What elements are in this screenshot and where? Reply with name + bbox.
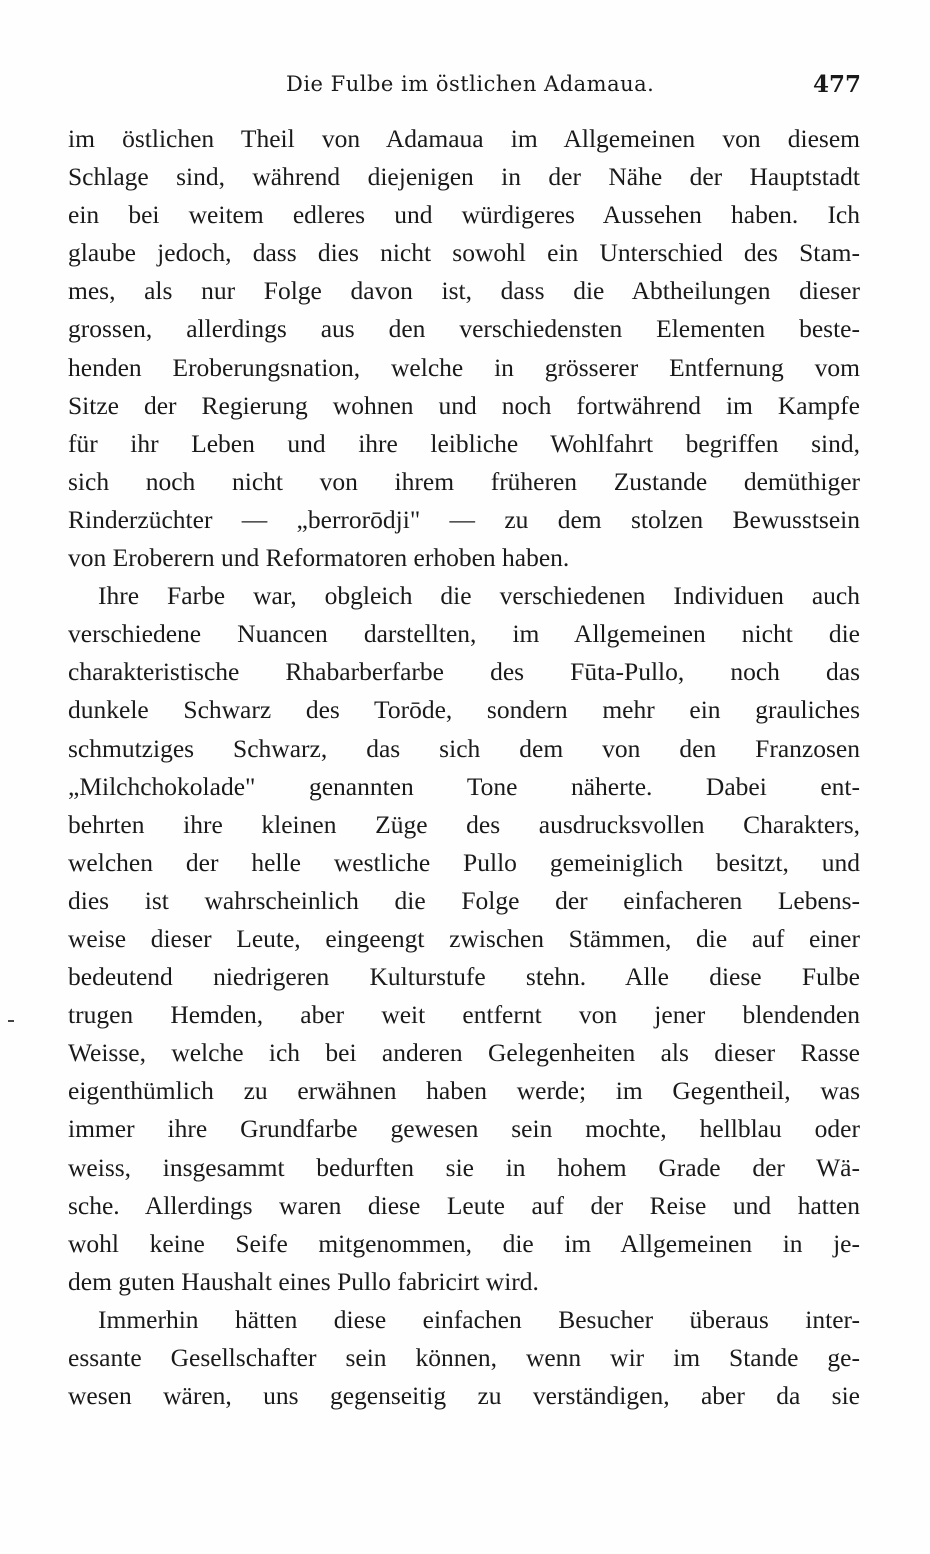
text-line: Ihre Farbe war, obgleich die verschiedenen Individuen auch <box>98 581 860 611</box>
text-line: bedeutend niedrigeren Kulturstufe stehn. Alle diese Fulbe <box>68 962 860 992</box>
text-line: „Milchchokolade" genannten Tone näherte. Dabei ent- <box>68 771 860 801</box>
text-line: Rinderzüchter — „berrorōdji" — zu dem stolzen Bewusstsein <box>68 504 860 534</box>
text-line: Sitze der Regierung wohnen und noch fortwährend im Kampfe <box>68 390 860 420</box>
text-line: mes, als nur Folge davon ist, dass die Abtheilungen dieser <box>68 276 860 306</box>
text-line: für ihr Leben und ihre leibliche Wohlfahrt begriffen sind, <box>68 428 860 458</box>
text-line: Weisse, welche ich bei anderen Gelegenheiten als dieser Rasse <box>68 1038 860 1068</box>
text-line: wohl keine Seife mitgenommen, die im Allgemeinen in je- <box>68 1228 860 1258</box>
text-line: sche. Allerdings waren diese Leute auf der Reise und hatten <box>68 1190 860 1220</box>
text-line: eigenthümlich zu erwähnen haben werde; im Gegentheil, was <box>68 1076 860 1106</box>
text-line: behrten ihre kleinen Züge des ausdrucksvollen Charakters, <box>68 809 860 839</box>
text-line: essante Gesellschafter sein können, wenn wir im Stande ge- <box>68 1343 860 1372</box>
text-line: sich noch nicht von ihrem früheren Zustande demüthiger <box>68 466 860 496</box>
paragraph-1 <box>68 120 860 577</box>
running-title: Die Fulbe im östlichen Adamaua. <box>286 72 655 96</box>
page-number: 477 <box>812 71 861 98</box>
paragraph-2 <box>68 577 860 1301</box>
text-line: immer ihre Grundfarbe gewesen sein mochte, hellblau oder <box>68 1114 860 1144</box>
text-line: weise dieser Leute, eingeengt zwischen Stämmen, die auf einer <box>68 923 860 953</box>
text-line: grossen, allerdings aus den verschiedensten Elementen beste- <box>68 314 860 344</box>
text-line: Schlage sind, während diejenigen in der Nähe der Hauptstadt <box>68 162 860 192</box>
text-line: schmutziges Schwarz, das sich dem von den Franzosen <box>68 733 860 763</box>
text-line: von Eroberern und Reformatoren erhoben haben. <box>68 543 570 573</box>
text-line: verschiedene Nuancen darstellten, im Allgemeinen nicht die <box>68 619 860 649</box>
text-line: welchen der helle westliche Pullo gemeiniglich besitzt, und <box>68 847 860 877</box>
paragraph-3 <box>68 1301 860 1415</box>
text-line: Immerhin hätten diese einfachen Besucher überaus inter- <box>98 1304 860 1334</box>
body-text <box>68 120 860 1415</box>
running-head <box>0 70 930 100</box>
text-line: weiss, insgesammt bedurften sie in hohem Grade der Wä- <box>68 1152 860 1182</box>
text-line: im östlichen Theil von Adamaua im Allgemeinen von diesem <box>68 124 860 153</box>
text-line: henden Eroberungsnation, welche in grösserer Entfernung vom <box>68 352 860 382</box>
margin-mark <box>8 1020 14 1022</box>
text-line: dunkele Schwarz des Torōde, sondern mehr ein grauliches <box>68 695 860 725</box>
text-line: ein bei weitem edleres und würdigeres Aussehen haben. Ich <box>68 200 860 230</box>
text-line: trugen Hemden, aber weit entfernt von jener blendenden <box>68 1000 860 1030</box>
text-line: dem guten Haushalt eines Pullo fabricirt wird. <box>68 1266 539 1296</box>
text-line: wesen wären, uns gegenseitig zu verständigen, aber da sie <box>68 1381 860 1411</box>
text-line: dies ist wahrscheinlich die Folge der einfacheren Lebens- <box>68 885 860 915</box>
text-line: charakteristische Rhabarberfarbe des Fūta-Pullo, noch das <box>68 657 860 687</box>
text-line: glaube jedoch, dass dies nicht sowohl ein Unterschied des Stam- <box>68 238 860 268</box>
